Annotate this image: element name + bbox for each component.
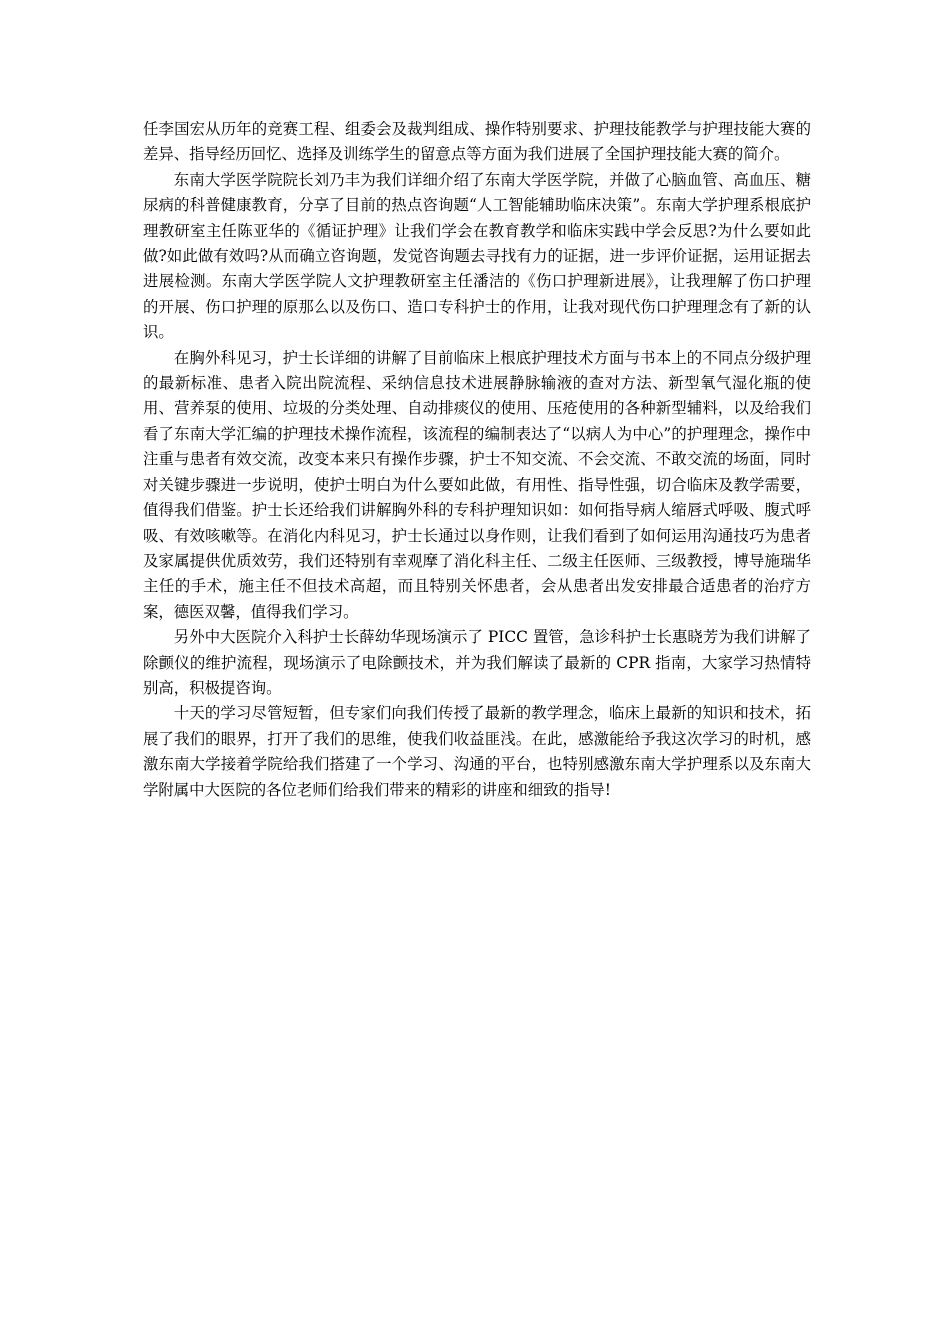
paragraph-conclusion: 十天的学习尽管短暂，但专家们向我们传授了最新的教学理念，临床上最新的知识和技术，拓展了我们的眼界，打开了我们的思维，使我们收益匪浅。在此，感激能给予我这次学习的时机，感激东南大学接着学院给我们搭建了一个学习、沟通的平台，也特别感激东南大学护理系以及东南大学附属中大医院的各位老师们给我们带来的精彩的讲座和细致的指导! bbox=[143, 704, 811, 799]
paragraph-continued: 任李国宏从历年的竞赛工程、组委会及裁判组成、操作特别要求、护理技能教学与护理技能大赛的差异、指导经历回忆、选择及训练学生的留意点等方面为我们进展了全国护理技能大赛的简介。 bbox=[143, 120, 811, 164]
paragraph-medical-school: 东南大学医学院院长刘乃丰为我们详细介绍了东南大学医学院，并做了心脑血管、高血压、糖尿病的科普健康教育，分享了目前的热点咨询题“人工智能辅助临床决策”。东南大学护理系根底护理教研室主任陈亚华的《循证护理》让我们学会在教育教学和临床实践中学会反思?为什么要如此做?如此做有效吗?从而确立咨询题，发觉咨询题去寻找有力的证据，进一步评价证据，运用证据去进展检测。东南大学医学院人文护理教研室主任潘洁的《伤口护理新进展》，让我理解了伤口护理的开展、伤口护理的原那么以及伤口、造口专科护士的作用，让我对现代伤口护理理念有了新的认识。 bbox=[143, 170, 811, 342]
document-body bbox=[143, 117, 811, 803]
paragraph-picc-demo: 另外中大医院介入科护士长薛幼华现场演示了 PICC 置管，急诊科护士长惠晓芳为我们讲解了除颤仪的维护流程，现场演示了电除颤技术，并为我们解读了最新的 CPR 指南，大家学习热情特别高，积极提咨询。 bbox=[143, 628, 811, 697]
paragraph-thoracic-surgery: 在胸外科见习，护士长详细的讲解了目前临床上根底护理技术方面与书本上的不同点分级护理的最新标准、患者入院出院流程、采纳信息技术进展静脉输液的查对方法、新型氧气湿化瓶的使用、营养泵的使用、垃圾的分类处理、自动排痰仪的使用、压疮使用的各种新型辅料，以及给我们看了东南大学汇编的护理技术操作流程，该流程的编制表达了“以病人为中心”的护理理念，操作中注重与患者有效交流，改变本来只有操作步骤，护士不知交流、不会交流、不敢交流的场面，同时对关键步骤进一步说明，使护士明白为什么要如此做，有用性、指导性强，切合临床及教学需要，值得我们借鉴。护士长还给我们讲解胸外科的专科护理知识如：如何指导病人缩唇式呼吸、腹式呼吸、有效咳嗽等。在消化内科见习，护士长通过以身作则，让我们看到了如何运用沟通技巧为患者及家属提供优质效劳，我们还特别有幸观摩了消化科主任、二级主任医师、三级教授，博导施瑞华主任的手术，施主任不但技术高超，而且特别关怀患者，会从患者出发安排最合适患者的治疗方案，德医双馨，值得我们学习。 bbox=[143, 348, 811, 621]
